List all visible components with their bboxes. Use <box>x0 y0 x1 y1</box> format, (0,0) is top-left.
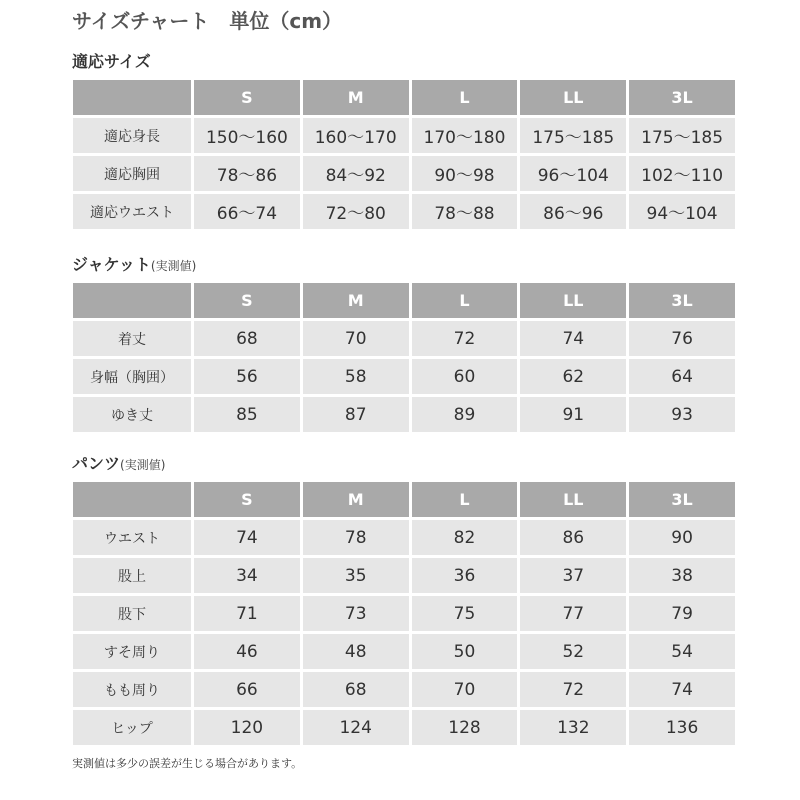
table-cell: 66～74 <box>194 194 300 229</box>
size-header-cell: LL <box>520 80 626 115</box>
section-note: (実測値) <box>120 458 166 472</box>
size-header-cell: M <box>303 283 409 318</box>
table-cell: 93 <box>629 397 735 432</box>
size-header-cell: M <box>303 482 409 517</box>
table-cell: 38 <box>629 558 735 593</box>
table-cell: 128 <box>412 710 518 745</box>
table-cell: 87 <box>303 397 409 432</box>
section-heading: パンツ <box>72 454 121 473</box>
header-corner-cell <box>73 80 191 115</box>
table-cell: 70 <box>412 672 518 707</box>
table-cell: 37 <box>520 558 626 593</box>
table-cell: 86 <box>520 520 626 555</box>
table-cell: 36 <box>412 558 518 593</box>
table-cell: 74 <box>629 672 735 707</box>
table-header-row <box>73 80 735 115</box>
table-row <box>73 359 735 394</box>
table-row <box>73 118 735 153</box>
table-cell: 35 <box>303 558 409 593</box>
table-row <box>73 558 735 593</box>
section-heading: ジャケット <box>72 255 151 274</box>
table-cell: 74 <box>194 520 300 555</box>
table-cell: 84～92 <box>303 156 409 191</box>
row-label: 股上 <box>73 558 191 593</box>
row-label: 適応胸囲 <box>73 156 191 191</box>
table-cell: 150～160 <box>194 118 300 153</box>
table-cell: 78～86 <box>194 156 300 191</box>
table-cell: 170～180 <box>412 118 518 153</box>
section-note: (実測値) <box>150 259 197 273</box>
fit-size-table <box>70 77 738 232</box>
row-label: 適応ウエスト <box>73 194 191 229</box>
row-label: もも周り <box>73 672 191 707</box>
table-cell: 91 <box>520 397 626 432</box>
table-cell: 52 <box>520 634 626 669</box>
section-title-jacket <box>72 253 196 277</box>
table-cell: 124 <box>303 710 409 745</box>
size-header-cell: LL <box>520 482 626 517</box>
footnote: 実測値は多少の誤差が生じる場合があります。 <box>72 757 303 770</box>
table-cell: 77 <box>520 596 626 631</box>
table-cell: 48 <box>303 634 409 669</box>
table-cell: 64 <box>629 359 735 394</box>
table-row <box>73 397 735 432</box>
size-header-cell: LL <box>520 283 626 318</box>
table-cell: 60 <box>412 359 518 394</box>
table-cell: 68 <box>303 672 409 707</box>
table-row <box>73 596 735 631</box>
table-header-row <box>73 283 735 318</box>
table-cell: 160～170 <box>303 118 409 153</box>
section-title-fit-size <box>72 50 151 74</box>
table-cell: 175～185 <box>629 118 735 153</box>
table-cell: 82 <box>412 520 518 555</box>
table-cell: 94～104 <box>629 194 735 229</box>
table-row <box>73 520 735 555</box>
row-label: ヒップ <box>73 710 191 745</box>
table-cell: 70 <box>303 321 409 356</box>
table-cell: 58 <box>303 359 409 394</box>
table-cell: 54 <box>629 634 735 669</box>
size-header-cell: L <box>412 283 518 318</box>
table-row <box>73 634 735 669</box>
table-cell: 89 <box>412 397 518 432</box>
size-header-cell: 3L <box>629 482 735 517</box>
table-cell: 46 <box>194 634 300 669</box>
section-title-pants <box>72 452 165 476</box>
jacket-table <box>70 280 738 435</box>
row-label: ゆき丈 <box>73 397 191 432</box>
size-header-cell: S <box>194 482 300 517</box>
table-cell: 34 <box>194 558 300 593</box>
table-row <box>73 321 735 356</box>
table-cell: 66 <box>194 672 300 707</box>
size-header-cell: 3L <box>629 80 735 115</box>
table-cell: 62 <box>520 359 626 394</box>
table-cell: 175～185 <box>520 118 626 153</box>
header-corner-cell <box>73 283 191 318</box>
size-header-cell: 3L <box>629 283 735 318</box>
table-cell: 96～104 <box>520 156 626 191</box>
table-cell: 76 <box>629 321 735 356</box>
table-cell: 90～98 <box>412 156 518 191</box>
table-cell: 75 <box>412 596 518 631</box>
table-cell: 79 <box>629 596 735 631</box>
table-cell: 102～110 <box>629 156 735 191</box>
table-cell: 120 <box>194 710 300 745</box>
table-cell: 78 <box>303 520 409 555</box>
table-cell: 85 <box>194 397 300 432</box>
row-label: 着丈 <box>73 321 191 356</box>
table-header-row <box>73 482 735 517</box>
table-row <box>73 710 735 745</box>
table-cell: 86～96 <box>520 194 626 229</box>
table-cell: 71 <box>194 596 300 631</box>
table-cell: 72 <box>520 672 626 707</box>
row-label: 股下 <box>73 596 191 631</box>
table-cell: 74 <box>520 321 626 356</box>
table-row <box>73 672 735 707</box>
table-cell: 136 <box>629 710 735 745</box>
table-cell: 90 <box>629 520 735 555</box>
row-label: ウエスト <box>73 520 191 555</box>
table-cell: 73 <box>303 596 409 631</box>
size-header-cell: L <box>412 482 518 517</box>
table-row <box>73 156 735 191</box>
size-header-cell: M <box>303 80 409 115</box>
table-cell: 72 <box>412 321 518 356</box>
table-cell: 68 <box>194 321 300 356</box>
page-title: サイズチャート 単位（cm） <box>72 9 343 33</box>
row-label: 身幅（胸囲） <box>73 359 191 394</box>
size-header-cell: S <box>194 283 300 318</box>
pants-table <box>70 479 738 748</box>
size-header-cell: L <box>412 80 518 115</box>
row-label: 適応身長 <box>73 118 191 153</box>
section-heading: 適応サイズ <box>72 52 151 71</box>
table-cell: 50 <box>412 634 518 669</box>
table-cell: 56 <box>194 359 300 394</box>
table-cell: 132 <box>520 710 626 745</box>
table-cell: 72～80 <box>303 194 409 229</box>
header-corner-cell <box>73 482 191 517</box>
table-row <box>73 194 735 229</box>
size-header-cell: S <box>194 80 300 115</box>
table-cell: 78～88 <box>412 194 518 229</box>
row-label: すそ周り <box>73 634 191 669</box>
